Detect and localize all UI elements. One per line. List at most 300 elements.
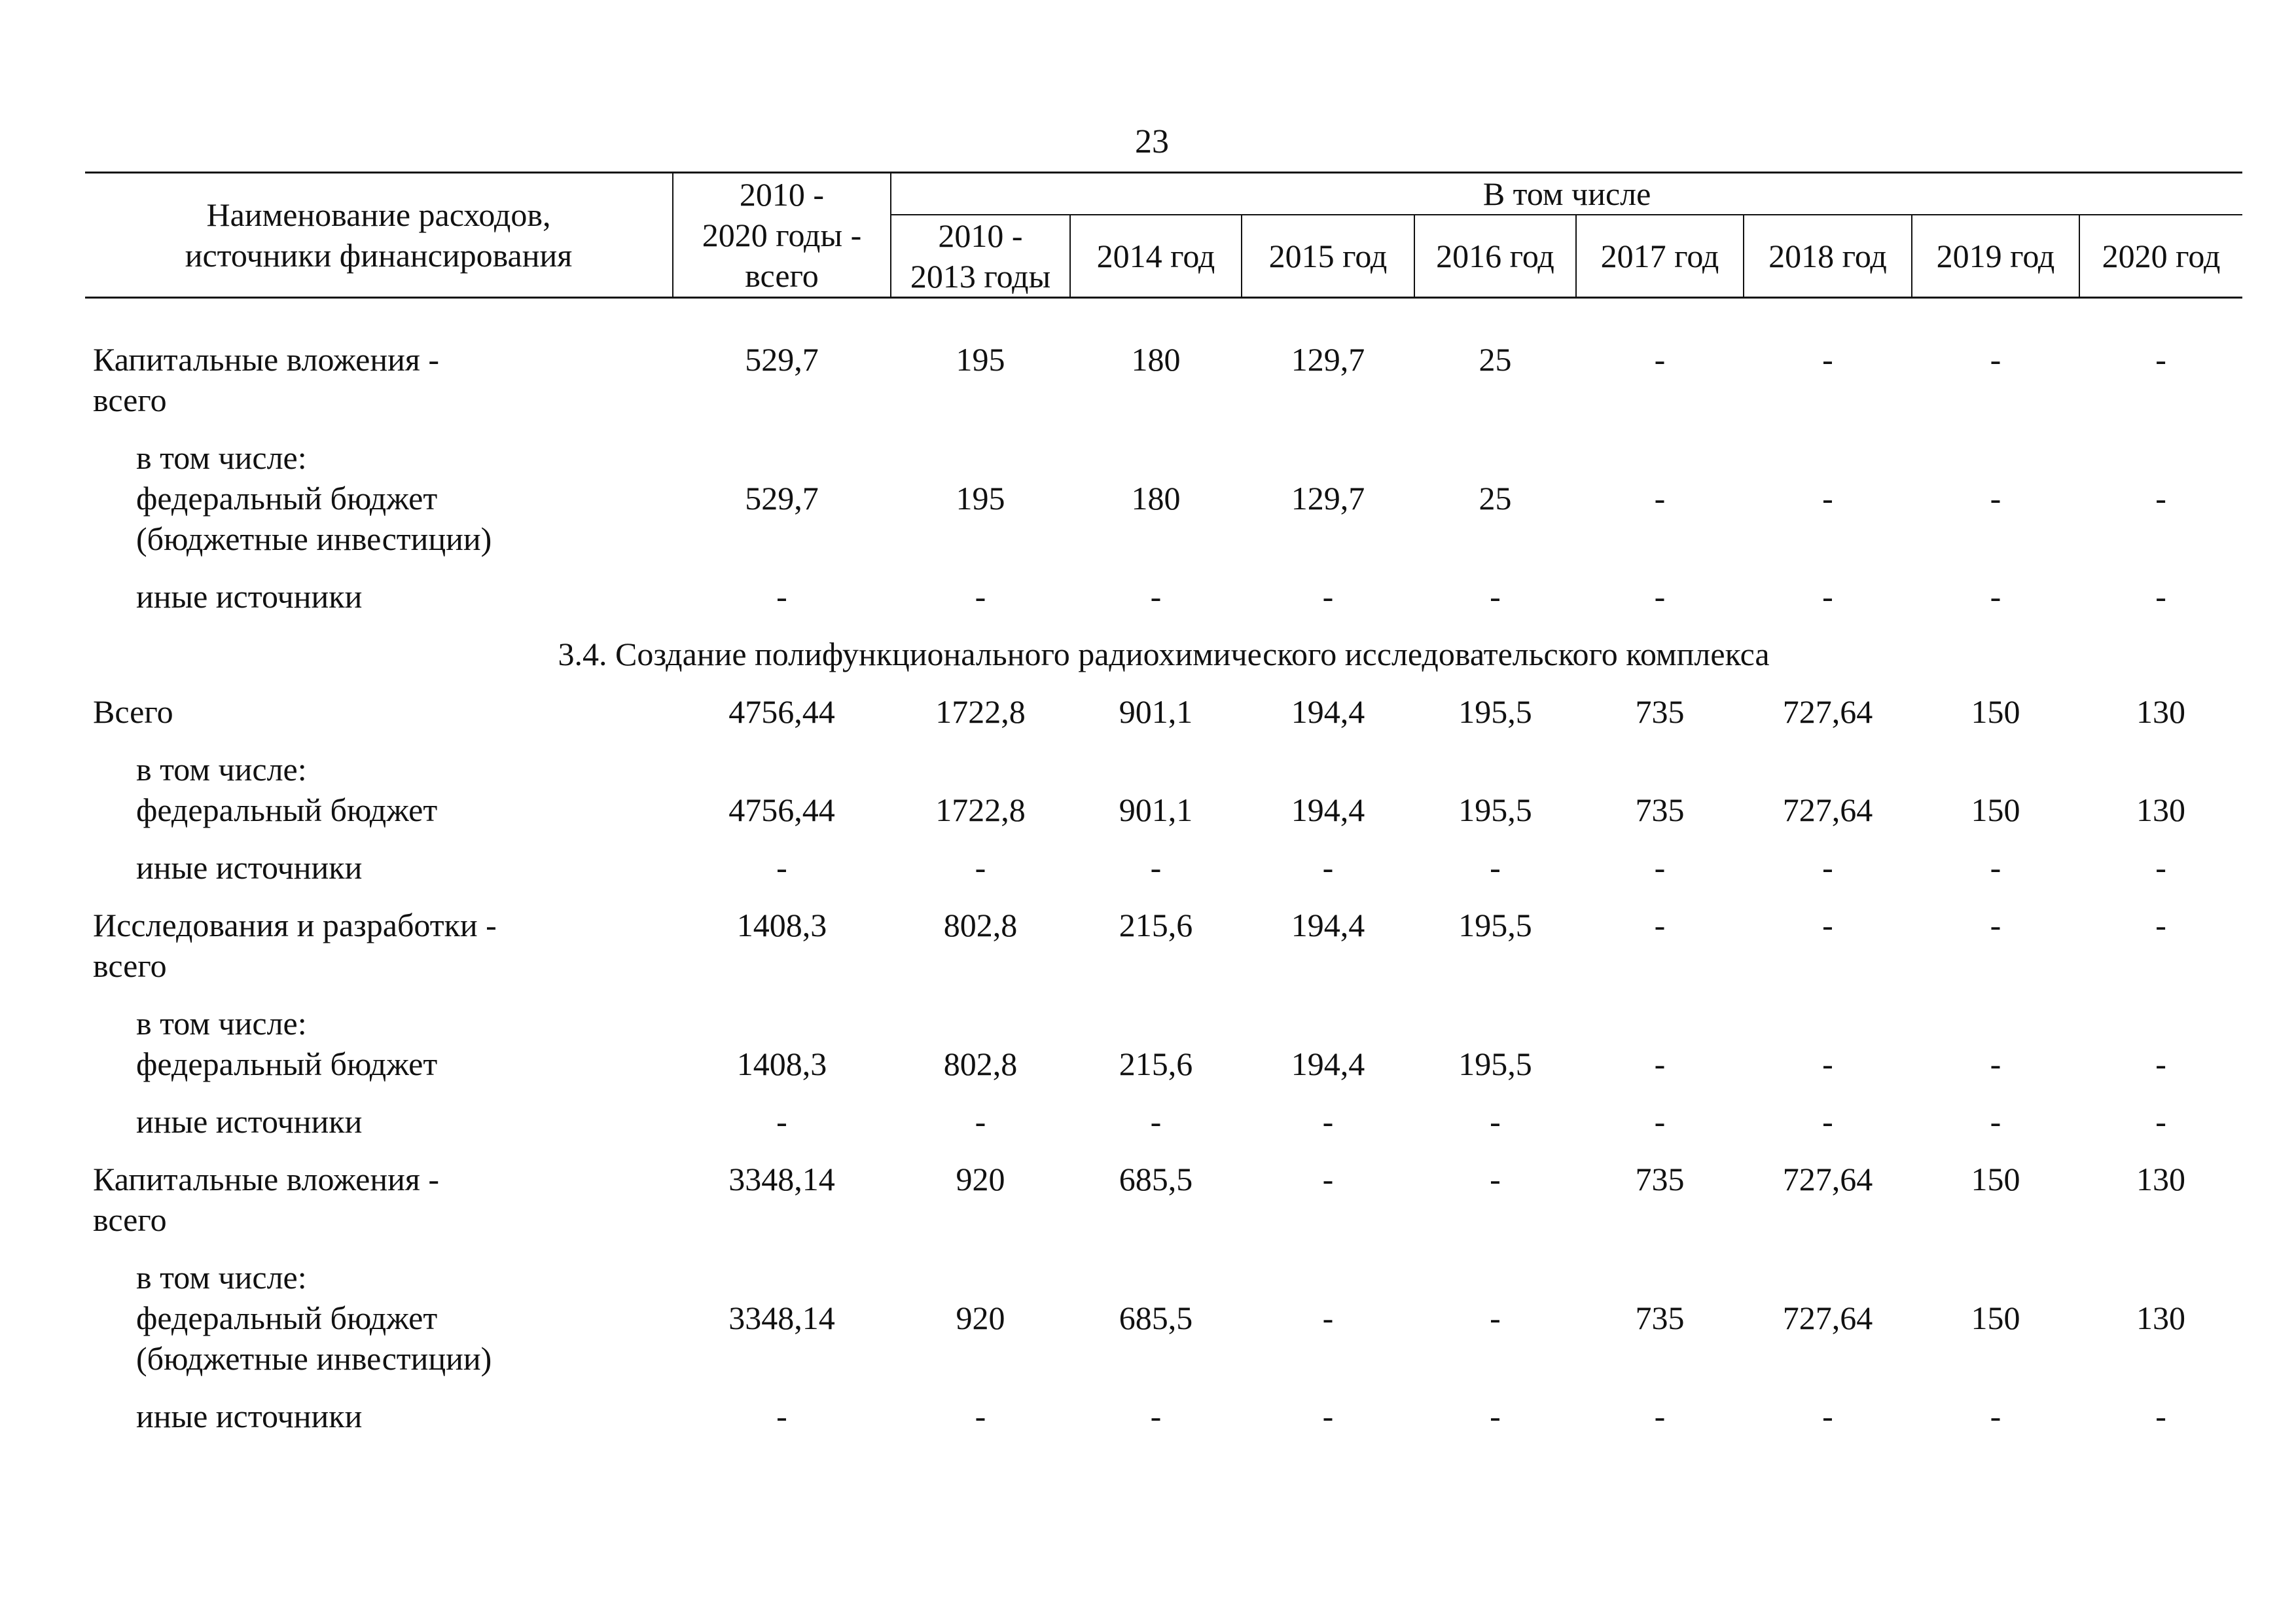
value-offset [673,749,891,790]
row-label-line: в том числе: [136,439,307,476]
cell-value: - [2155,480,2166,517]
header-year: 2020 год [2079,215,2242,298]
value-cell [891,1101,1070,1159]
value-cell [1576,1101,1744,1159]
section-heading: 3.4. Создание полифункционального радиохимического исследовательского комплекса [558,636,1770,672]
value-cell [1414,437,1576,576]
header-total-line: 2010 - [739,176,825,213]
row-label-line: федеральный бюджет [136,1046,438,1082]
table-body [85,298,2242,1454]
cell-value: 735 [1635,693,1685,730]
value-cell [1744,576,1912,634]
value-cell [1912,847,2079,905]
row-label [85,1003,673,1101]
value-cell [1242,1396,1414,1453]
cell-value: - [1490,578,1501,615]
table-header [85,173,2242,298]
value-cell [1912,905,2079,1003]
value-cell [1576,1159,1744,1257]
value-cell [1414,905,1576,1003]
cell-value: 920 [956,1300,1005,1336]
value-cell [1070,339,1242,437]
value-cell [1576,1003,1744,1101]
value-cell [1576,749,1744,847]
cell-value: 195,5 [1458,693,1532,730]
table-row [85,749,2242,847]
cell-value: 529,7 [745,480,819,517]
value-offset [2079,437,2242,478]
cell-value: - [1322,849,1334,886]
cell-value: - [1150,849,1162,886]
cell-value: 1722,8 [935,792,1026,828]
value-offset [2079,749,2242,790]
value-cell [673,339,891,437]
value-offset [1576,749,1744,790]
value-cell [891,1257,1070,1396]
value-cell [1576,576,1744,634]
value-offset [891,1257,1070,1298]
value-cell [673,1396,891,1453]
value-cell [1414,576,1576,634]
cell-value: 685,5 [1119,1300,1193,1336]
cell-value: - [776,578,787,615]
value-cell [891,576,1070,634]
row-label-line: иные источники [136,1398,363,1434]
cell-value: - [1990,1103,2001,1140]
table-row [85,905,2242,1003]
value-cell [1070,1396,1242,1453]
value-cell [673,1101,891,1159]
value-cell [1070,749,1242,847]
value-cell [2079,1159,2242,1257]
row-label-line: иные источники [136,1103,363,1140]
value-cell [2079,749,2242,847]
value-cell [891,1396,1070,1453]
header-period-2010-2013 [891,215,1070,298]
value-cell [673,1003,891,1101]
value-offset [1070,1003,1242,1044]
header-expense-name-line: источники финансирования [185,237,573,274]
value-offset [891,749,1070,790]
header-period-line: 2010 - [938,217,1023,254]
value-cell [891,905,1070,1003]
value-cell [1414,1003,1576,1101]
section-heading-row [85,634,2242,691]
value-cell [1576,847,1744,905]
value-cell [1242,1257,1414,1396]
value-cell [1744,339,1912,437]
value-cell [2079,905,2242,1003]
value-offset [1744,1003,1912,1044]
cell-value: - [1990,341,2001,378]
cell-value: 195 [956,341,1005,378]
value-cell [2079,576,2242,634]
table-row [85,1003,2242,1101]
value-cell [1414,1257,1576,1396]
cell-value: - [1654,341,1666,378]
value-offset [1414,1257,1576,1298]
cell-value: - [1654,1103,1666,1140]
cell-value: - [1654,1398,1666,1434]
value-offset [1414,437,1576,478]
value-cell [673,749,891,847]
value-cell [2079,691,2242,749]
header-year: 2016 год [1414,215,1576,298]
value-cell [891,847,1070,905]
value-offset [1070,437,1242,478]
row-label-line: иные источники [136,578,363,615]
value-cell [1242,1159,1414,1257]
cell-value: - [2155,341,2166,378]
value-cell [891,749,1070,847]
value-cell [1414,339,1576,437]
value-cell [673,691,891,749]
cell-value: - [1990,480,2001,517]
header-period-line: 2013 годы [910,258,1051,295]
cell-value: 25 [1479,341,1512,378]
value-offset [1242,437,1414,478]
page-number: 23 [1135,123,1169,160]
value-cell [1242,749,1414,847]
value-offset [1912,437,2079,478]
cell-value: 920 [956,1161,1005,1197]
cell-value: 194,4 [1291,792,1365,828]
value-cell [1576,905,1744,1003]
table-row [85,1101,2242,1159]
value-offset [1912,1003,2079,1044]
header-year: 2015 год [1242,215,1414,298]
value-cell [1242,576,1414,634]
table-row [85,1396,2242,1453]
value-cell [1414,1101,1576,1159]
value-cell [2079,847,2242,905]
table-row [85,437,2242,576]
value-cell [1744,1396,1912,1453]
value-cell [1242,847,1414,905]
cell-value: - [1150,578,1162,615]
value-cell [1744,437,1912,576]
cell-value: - [975,1103,986,1140]
row-label-line: всего [93,1201,167,1238]
cell-value: 4756,44 [728,693,835,730]
cell-value: - [1822,341,1833,378]
row-label-line: иные источники [136,849,363,886]
value-cell [2079,1003,2242,1101]
table-row [85,691,2242,749]
row-label-line: в том числе: [136,1259,307,1296]
cell-value: 130 [2136,693,2186,730]
value-cell [1576,1396,1744,1453]
row-label-line: федеральный бюджет [136,1300,438,1336]
value-cell [673,1257,891,1396]
row-label-line: (бюджетные инвестиции) [136,1340,492,1377]
row-label [85,576,673,634]
value-offset [1070,1257,1242,1298]
value-cell [1070,847,1242,905]
value-cell [891,691,1070,749]
row-label-line: Капитальные вложения - [93,1161,440,1197]
row-label [85,437,673,576]
row-label [85,1101,673,1159]
value-cell [891,339,1070,437]
cell-value: - [1990,1398,2001,1434]
value-offset [2079,1257,2242,1298]
cell-value: - [1322,1103,1334,1140]
cell-value: 3348,14 [728,1300,835,1336]
header-total-line: всего [745,257,819,294]
value-cell [1744,1101,1912,1159]
value-cell [1912,437,2079,576]
value-cell [673,1159,891,1257]
value-offset [1414,749,1576,790]
row-label-line: всего [93,382,167,418]
value-cell [673,847,891,905]
cell-value: 1408,3 [736,1046,827,1082]
cell-value: 727,64 [1782,1300,1873,1336]
value-cell [1070,576,1242,634]
value-cell [1912,1101,2079,1159]
value-cell [1242,691,1414,749]
cell-value: 802,8 [943,907,1018,943]
row-label-line: федеральный бюджет [136,792,438,828]
cell-value: 727,64 [1782,693,1873,730]
row-label-line: (бюджетные инвестиции) [136,520,492,557]
cell-value: - [1654,480,1666,517]
cell-value: - [975,1398,986,1434]
row-label-line: в том числе: [136,751,307,788]
cell-value: - [1822,907,1833,943]
header-year: 2018 год [1744,215,1912,298]
cell-value: 194,4 [1291,1046,1365,1082]
value-cell [673,905,891,1003]
cell-value: 194,4 [1291,907,1365,943]
cell-value: - [1490,1398,1501,1434]
cell-value: 802,8 [943,1046,1018,1082]
table-row [85,847,2242,905]
row-label [85,691,673,749]
cell-value: - [776,1103,787,1140]
value-cell [1912,1396,2079,1453]
table-row [85,1257,2242,1396]
value-offset [1070,749,1242,790]
cell-value: - [1654,849,1666,886]
value-cell [1070,1257,1242,1396]
cell-value: - [1822,578,1833,615]
value-cell [673,437,891,576]
cell-value: - [1990,849,2001,886]
value-cell [1070,1003,1242,1101]
value-cell [891,1003,1070,1101]
row-label-line: Всего [93,693,173,730]
cell-value: - [1822,1103,1833,1140]
row-label [85,1159,673,1257]
value-offset [1242,1003,1414,1044]
value-cell [2079,1396,2242,1453]
value-cell [2079,1257,2242,1396]
cell-value: - [1322,1398,1334,1434]
cell-value: - [1150,1398,1162,1434]
row-label-line: Исследования и разработки - [93,907,497,943]
value-cell [1576,437,1744,576]
header-total-line: 2020 годы - [702,217,862,253]
cell-value: 195 [956,480,1005,517]
value-cell [1070,437,1242,576]
value-cell [1414,1396,1576,1453]
cell-value: - [1322,578,1334,615]
value-offset [1912,1257,2079,1298]
cell-value: 735 [1635,1300,1685,1336]
value-cell [1912,339,2079,437]
cell-value: 195,5 [1458,1046,1532,1082]
cell-value: 727,64 [1782,792,1873,828]
cell-value: - [1990,578,2001,615]
cell-value: - [1990,907,2001,943]
value-cell [1744,1257,1912,1396]
cell-value: 150 [1971,693,2020,730]
header-year: 2014 год [1070,215,1242,298]
cell-value: - [1990,1046,2001,1082]
cell-value: 25 [1479,480,1512,517]
table-spacer [85,298,2242,340]
cell-value: - [776,849,787,886]
table-row [85,576,2242,634]
cell-value: - [1654,907,1666,943]
value-cell [1912,1159,2079,1257]
cell-value: - [1822,480,1833,517]
cell-value: - [1822,1398,1833,1434]
value-cell [1912,576,2079,634]
value-offset [891,437,1070,478]
value-cell [1744,691,1912,749]
cell-value: 215,6 [1119,1046,1193,1082]
header-year: 2019 год [1912,215,2079,298]
cell-value: - [1490,1300,1501,1336]
row-label [85,339,673,437]
cell-value: - [975,578,986,615]
value-cell [1576,339,1744,437]
cell-value: - [1654,1046,1666,1082]
value-cell [1242,1003,1414,1101]
value-cell [1070,1101,1242,1159]
cell-value: 195,5 [1458,792,1532,828]
value-cell [673,576,891,634]
cell-value: 180 [1131,341,1181,378]
header-total-period [673,173,891,298]
cell-value: 3348,14 [728,1161,835,1197]
cell-value: 130 [2136,1161,2186,1197]
row-label-line: федеральный бюджет [136,480,438,517]
value-cell [1242,437,1414,576]
cell-value: 195,5 [1458,907,1532,943]
value-offset [1744,1257,1912,1298]
cell-value: 685,5 [1119,1161,1193,1197]
value-cell [1070,1159,1242,1257]
cell-value: - [1822,1046,1833,1082]
cell-value: 180 [1131,480,1181,517]
value-offset [1744,749,1912,790]
value-cell [1242,339,1414,437]
value-offset [1576,437,1744,478]
cell-value: 1408,3 [736,907,827,943]
budget-table [85,172,2242,1453]
cell-value: 727,64 [1782,1161,1873,1197]
value-cell [2079,437,2242,576]
cell-value: 735 [1635,792,1685,828]
cell-value: 129,7 [1291,480,1365,517]
value-offset [1576,1003,1744,1044]
cell-value: 4756,44 [728,792,835,828]
value-offset [891,1003,1070,1044]
value-cell [1242,1101,1414,1159]
value-offset [1576,1257,1744,1298]
row-label [85,905,673,1003]
value-offset [1242,1257,1414,1298]
cell-value: - [1322,1300,1334,1336]
cell-value: 194,4 [1291,693,1365,730]
cell-value: 215,6 [1119,907,1193,943]
value-cell [1576,1257,1744,1396]
value-cell [1070,691,1242,749]
value-cell [1414,749,1576,847]
cell-value: - [2155,849,2166,886]
row-label-line: Капитальные вложения - [93,341,440,378]
value-cell [1242,905,1414,1003]
cell-value: 130 [2136,792,2186,828]
value-cell [2079,1101,2242,1159]
cell-value: - [1490,1161,1501,1197]
cell-value: 150 [1971,792,2020,828]
value-cell [1414,1159,1576,1257]
row-label [85,1396,673,1453]
value-cell [891,437,1070,576]
table-row [85,339,2242,437]
cell-value: - [1654,578,1666,615]
cell-value: 901,1 [1119,693,1193,730]
value-offset [673,1003,891,1044]
cell-value: - [2155,1103,2166,1140]
value-offset [2079,1003,2242,1044]
value-cell [2079,339,2242,437]
cell-value: - [1150,1103,1162,1140]
header-expense-name [85,173,673,298]
cell-value: - [1490,1103,1501,1140]
cell-value: - [2155,578,2166,615]
row-label-line: в том числе: [136,1005,307,1042]
cell-value: - [2155,1046,2166,1082]
cell-value: - [2155,1398,2166,1434]
cell-value: 150 [1971,1300,2020,1336]
cell-value: 129,7 [1291,341,1365,378]
value-cell [1912,1257,2079,1396]
value-offset [1242,749,1414,790]
value-cell [1744,1003,1912,1101]
header-expense-name-line: Наименование расходов, [206,196,551,233]
value-cell [1912,691,2079,749]
value-cell [1912,1003,2079,1101]
header-including: В том числе [891,173,2242,215]
value-cell [1576,691,1744,749]
cell-value: 150 [1971,1161,2020,1197]
value-offset [673,1257,891,1298]
cell-value: - [975,849,986,886]
cell-value: 735 [1635,1161,1685,1197]
row-label [85,749,673,847]
value-cell [1744,905,1912,1003]
cell-value: 1722,8 [935,693,1026,730]
cell-value: 529,7 [745,341,819,378]
cell-value: - [1490,849,1501,886]
row-label-line: всего [93,947,167,984]
